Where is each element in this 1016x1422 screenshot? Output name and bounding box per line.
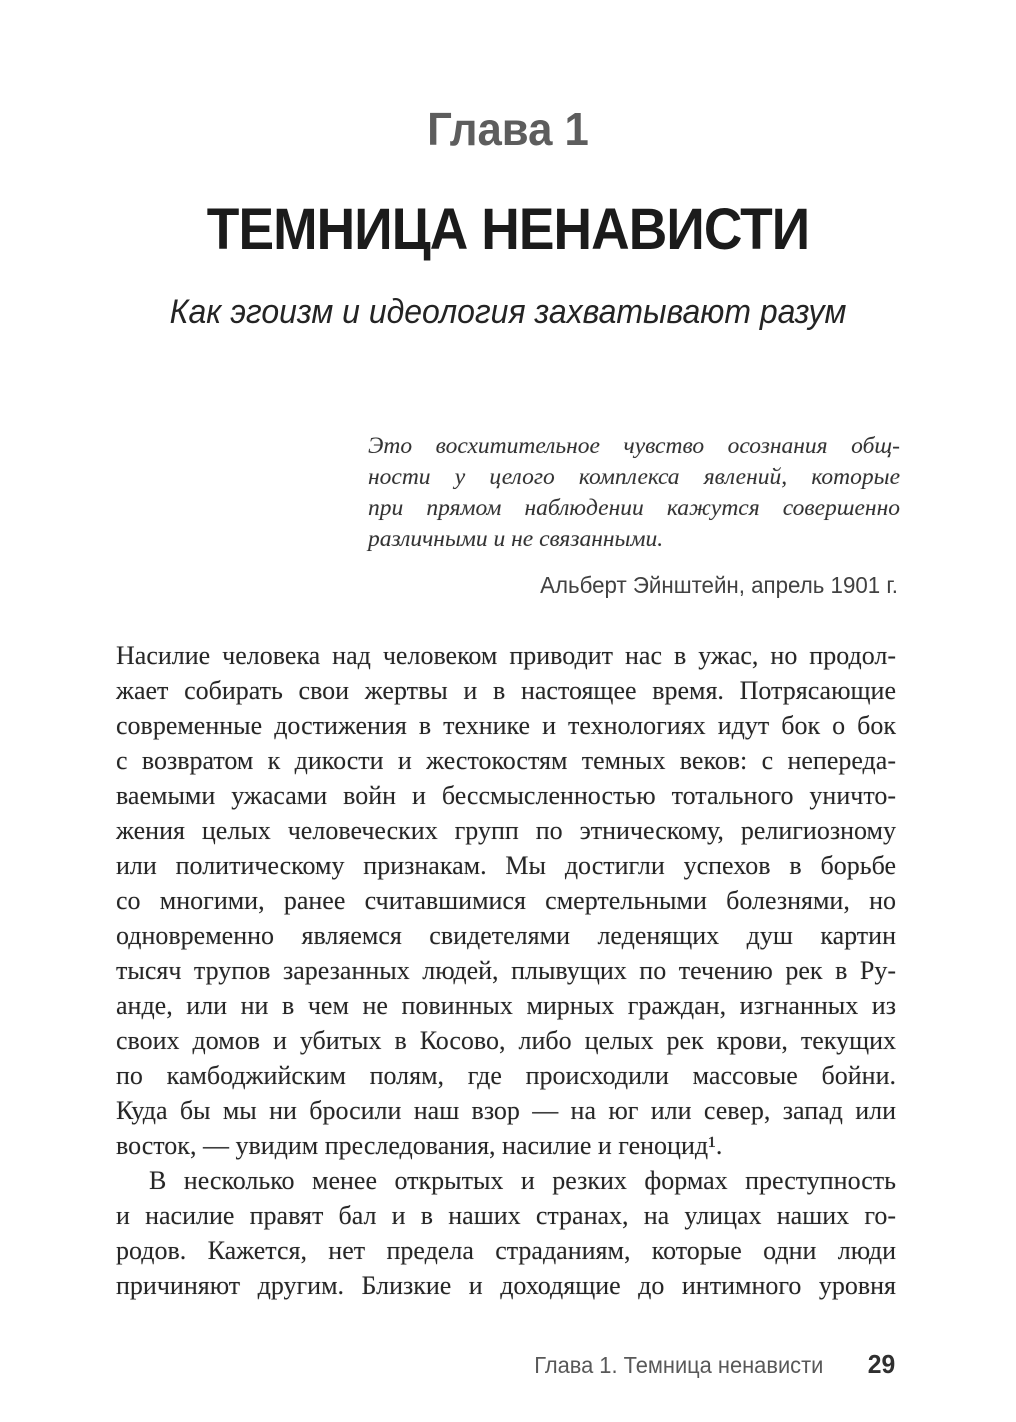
body-text [116, 638, 896, 1303]
paragraph-1 [116, 638, 896, 1163]
text-line: Насилие человека над человеком приводит нас в ужас, но продол- [116, 641, 896, 670]
text-line: восток, — увидим преследования, насилие и геноцид¹. [116, 1131, 723, 1160]
text-line: причиняют другим. Близкие и доходящие до интимного уровня [116, 1271, 896, 1300]
text-line: различными и не связанными. [368, 526, 664, 552]
paragraph-2 [116, 1163, 896, 1303]
text-line: современные достижения в технике и технологиях идут бок о бок [116, 711, 896, 740]
text-line: или политическому признакам. Мы достигли успехов в борьбе [116, 851, 896, 880]
text-line: жает собирать свои жертвы и в настоящее время. Потрясающие [116, 676, 896, 705]
text-line: с возвратом к дикости и жестокостям темных веков: с непереда- [116, 746, 896, 775]
text-line: В несколько менее открытых и резких формах преступность [149, 1166, 896, 1195]
running-title: Глава 1. Темница ненависти [533, 1352, 824, 1378]
text-line: ности у целого комплекса явлений, которые [368, 464, 900, 490]
text-line: родов. Кажется, нет предела страданиям, которые одни люди [116, 1236, 896, 1265]
text-line: Это восхитительное чувство осознания общ- [368, 433, 900, 459]
page-footer [116, 1349, 896, 1380]
chapter-number-label: Глава 1 [427, 103, 589, 155]
text-line: одновременно являемся свидетелями леденящих душ картин [116, 921, 896, 950]
epigraph-quote [368, 431, 900, 555]
page-number: 29 [867, 1349, 896, 1379]
text-line: ваемыми ужасами войн и бессмысленностью тотального уничто- [116, 781, 896, 810]
text-line: при прямом наблюдении кажутся совершенно [368, 495, 900, 521]
text-line: жения целых человеческих групп по этническому, религиозному [116, 816, 896, 845]
text-line: анде, или ни в чем не повинных мирных граждан, изгнанных из [116, 991, 896, 1020]
chapter-title: ТЕМНИЦА НЕНАВИСТИ [206, 197, 810, 262]
text-line: тысяч трупов зарезанных людей, плывущих по течению рек в Ру- [116, 956, 896, 985]
chapter-subtitle: Как эгоизм и идеология захватывают разум [169, 293, 847, 331]
text-line: Куда бы мы ни бросили наш взор — на юг или север, запад или [116, 1096, 896, 1125]
epigraph-attribution: Альберт Эйнштейн, апрель 1901 г. [540, 572, 898, 598]
text-line: и насилие правят бал и в наших странах, на улицах наших го- [116, 1201, 896, 1230]
text-line: своих домов и убитых в Косово, либо целых рек крови, текущих [116, 1026, 896, 1055]
text-line: со многими, ранее считавшимися смертельными болезнями, но [116, 886, 896, 915]
text-line: по камбоджийским полям, где происходили массовые бойни. [116, 1061, 896, 1090]
